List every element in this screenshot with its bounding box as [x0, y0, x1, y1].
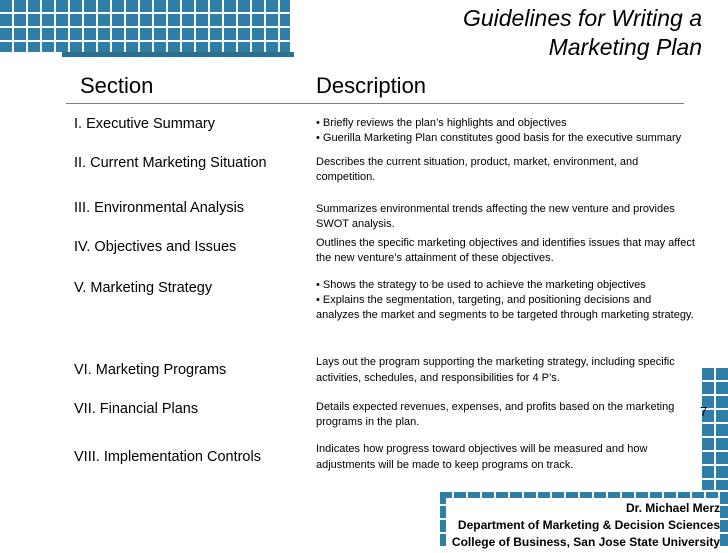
desc-implementation-controls [316, 441, 661, 473]
desc-line: Summarizes environmental trends affecting the new venture and provides SWOT analysis. [316, 203, 675, 230]
description-header: Description [316, 73, 427, 98]
section-executive-summary: I. Executive Summary [74, 116, 216, 132]
decorative-grid-right [700, 366, 728, 490]
desc-line: • Shows the strategy to be used to achieve the marketing objectives [316, 279, 646, 291]
section-financial-plans: VII. Financial Plans [74, 401, 199, 417]
title-line-1: Guidelines for Writing a [462, 5, 702, 31]
title-line-2: Marketing Plan [548, 34, 702, 60]
desc-line: Outlines the specific marketing objectives and identifies issues that may affect the new venture’s attainment of these objectives. [316, 237, 695, 264]
desc-marketing-strategy [316, 278, 696, 323]
header-rule [66, 103, 684, 104]
desc-marketing-programs [316, 354, 688, 386]
footer-author: Dr. Michael Merz [625, 501, 720, 515]
desc-environmental-analysis [316, 202, 676, 232]
footer-department: Department of Marketing & Decision Sciences [457, 518, 720, 532]
desc-objectives-and-issues [316, 236, 711, 266]
desc-executive-summary [316, 116, 726, 146]
section-environmental-analysis: III. Environmental Analysis [74, 200, 245, 216]
desc-line: Indicates how progress toward objectives will be measured and how adjustments will be made to keep programs on track. [316, 443, 648, 471]
title-rule [62, 52, 294, 57]
desc-line: • Guerilla Marketing Plan constitutes good basis for the executive summary [316, 132, 682, 144]
section-current-marketing-situation: II. Current Marketing Situation [74, 155, 267, 171]
decorative-grid [0, 0, 290, 52]
section-marketing-programs: VI. Marketing Programs [74, 362, 227, 378]
section-objectives-and-issues: IV. Objectives and Issues [74, 239, 237, 255]
desc-current-marketing-situation [316, 155, 686, 185]
desc-line: • Briefly reviews the plan’s highlights and objectives [316, 117, 567, 129]
footer-college: College of Business, San Jose State University [451, 535, 720, 549]
slide-title [382, 4, 702, 62]
section-implementation-controls: VIII. Implementation Controls [74, 449, 261, 465]
page-number: 7 [700, 404, 708, 419]
desc-line: Describes the current situation, product, market, environment, and competition. [316, 156, 639, 183]
desc-line: Details expected revenues, expenses, and profits based on the marketing programs in the plan. [316, 401, 675, 428]
section-marketing-strategy: V. Marketing Strategy [74, 280, 213, 296]
desc-line: • Explains the segmentation, targeting, and positioning decisions and analyzes the market and segments to be targeted through marketing strategy. [316, 294, 694, 321]
desc-line: Lays out the program supporting the marketing strategy, including specific activities, schedules, and responsibilities for 4 P’s. [316, 356, 675, 384]
footer-credits [446, 498, 720, 553]
section-header: Section [80, 73, 154, 98]
desc-financial-plans [316, 400, 676, 430]
